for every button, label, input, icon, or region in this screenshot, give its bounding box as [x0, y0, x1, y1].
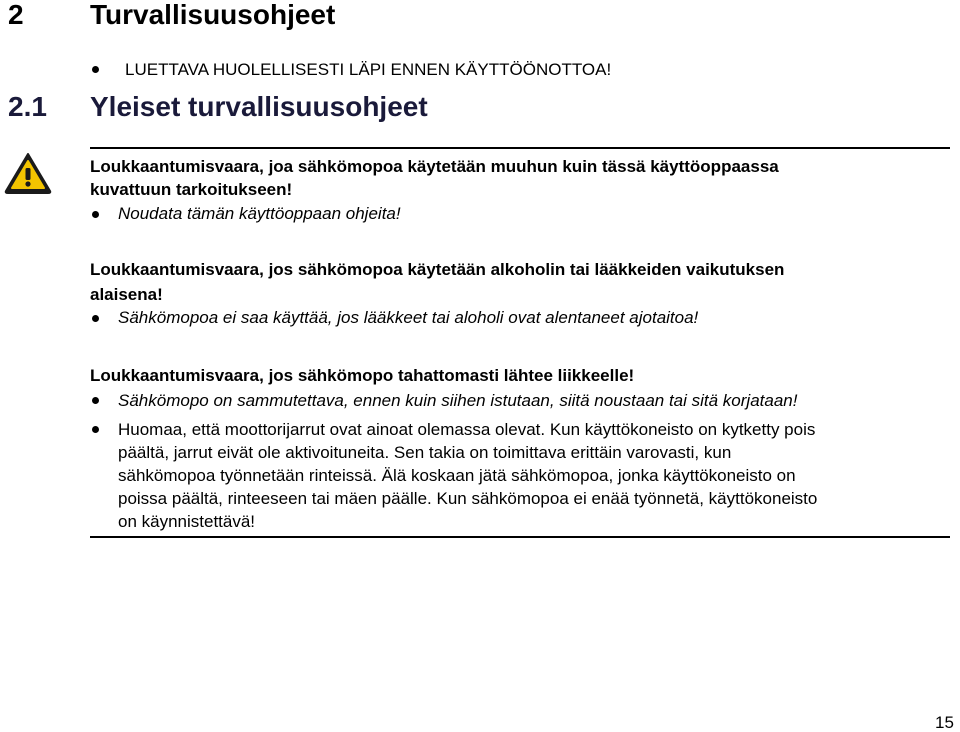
bullet-dot	[92, 211, 99, 218]
subsection-number: 2.1	[8, 91, 47, 122]
warning-3-paragraph-line-3: sähkömopoa työnnetään rinteissä. Älä koskaan jätä sähkömopoa, jonka käyttökoneisto on	[118, 466, 796, 485]
section-number: 2	[8, 0, 24, 30]
warning-3-heading: Loukkaantumisvaara, jos sähkömopo tahattomasti lähtee liikkeelle!	[90, 366, 635, 385]
warning-2-heading-line-2: alaisena!	[90, 285, 163, 304]
warning-1-bullet: Noudata tämän käyttöoppaan ohjeita!	[118, 204, 401, 223]
warning-triangle-icon	[4, 152, 52, 194]
warning-1-heading-line-1: Loukkaantumisvaara, joa sähkömopoa käytetään muuhun kuin tässä käyttöoppaassa	[90, 157, 779, 176]
warning-2-bullet: Sähkömopoa ei saa käyttää, jos lääkkeet tai aloholi ovat alentaneet ajotaitoa!	[118, 308, 699, 327]
warning-3-paragraph-line-2: päältä, jarrut eivät ole aktivoituneita. Sen takia on toimittava erittäin varovasti, kun	[118, 443, 732, 462]
warning-3-paragraph-line-5: on käynnistettävä!	[118, 512, 256, 531]
warning-1-heading-line-2: kuvattuun tarkoitukseen!	[90, 180, 293, 199]
bullet-dot	[92, 426, 99, 433]
top-rule	[90, 147, 950, 149]
warning-3-bullet: Sähkömopo on sammutettava, ennen kuin siihen istutaan, siitä noustaan tai sitä korjataan!	[118, 391, 798, 410]
section-title: Turvallisuusohjeet	[90, 0, 336, 30]
warning-2-heading-line-1: Loukkaantumisvaara, jos sähkömopoa käytetään alkoholin tai lääkkeiden vaikutuksen	[90, 260, 785, 279]
subsection-title: Yleiset turvallisuusohjeet	[90, 91, 428, 122]
warning-3-paragraph-line-1: Huomaa, että moottorijarrut ovat ainoat olemassa olevat. Kun käyttökoneisto on kytketty pois	[118, 420, 816, 439]
warning-3-paragraph-line-4: poissa päältä, rinteeseen tai mäen päälle. Kun sähkömopoa ei enää työnnetä, käyttökoneisto	[118, 489, 818, 508]
bullet-dot	[92, 397, 99, 404]
bullet-dot	[92, 315, 99, 322]
page-number: 15	[935, 713, 954, 732]
intro-bullet-text: LUETTAVA HUOLELLISESTI LÄPI ENNEN KÄYTTÖÖNOTTOA!	[125, 60, 612, 79]
bottom-rule	[90, 536, 950, 538]
bullet-dot	[92, 66, 99, 73]
